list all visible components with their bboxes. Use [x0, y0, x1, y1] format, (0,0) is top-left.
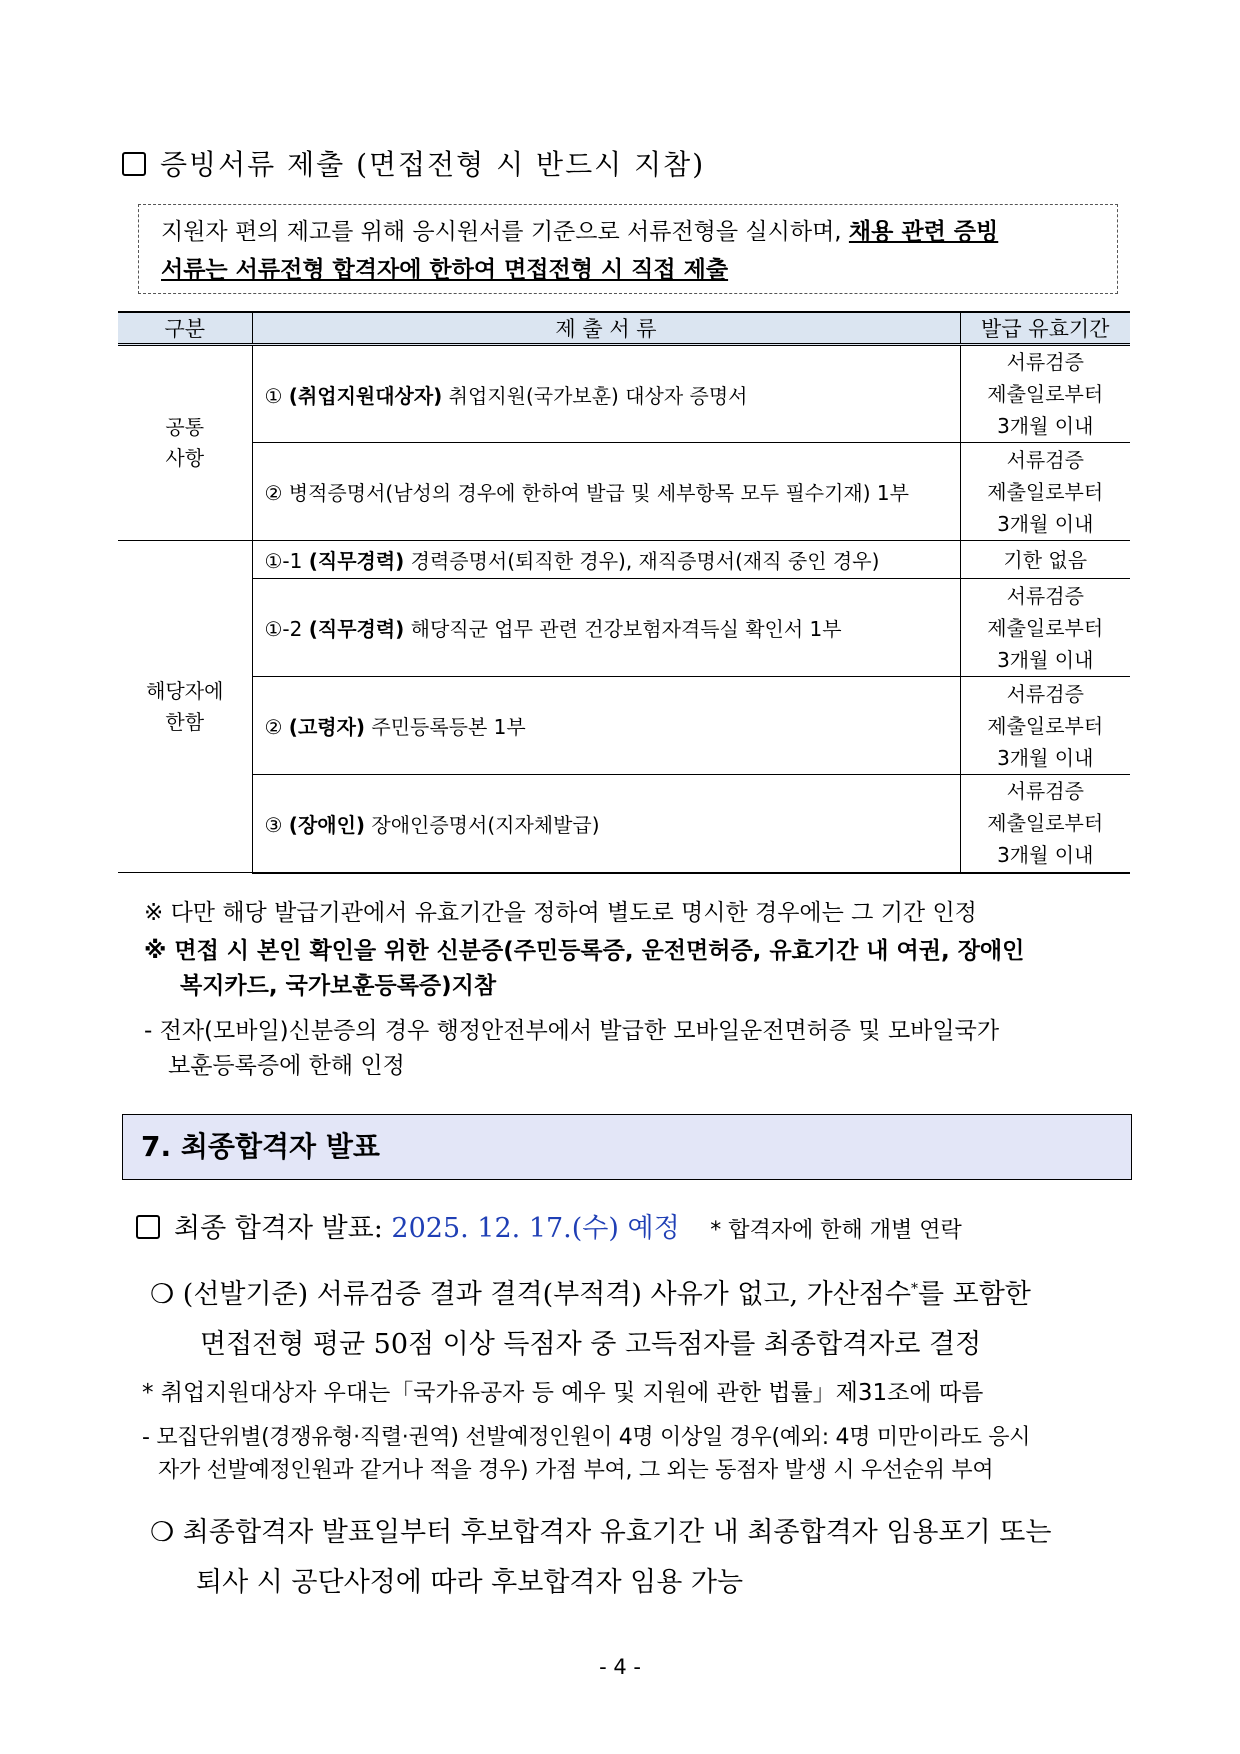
doc-item: [252, 443, 960, 541]
reserve-line-1: ❍ 최종합격자 발표일부터 후보합격자 유효기간 내 최종합격자 임용포기 또는: [150, 1517, 1052, 1548]
table-row: [118, 443, 1130, 541]
category-common: [118, 345, 252, 541]
header-validity: 발급 유효기간: [960, 312, 1130, 345]
doc-item: [252, 677, 960, 775]
doc-num: ①-1: [264, 549, 309, 573]
notice-text: 지원자 편의 제고를 위해 응시원서를 기준으로 서류전형을 실시하며,: [161, 219, 849, 245]
doc-text: 병적증명서(남성의 경우에 한하여 발급 및 세부항목 모두 필수기재) 1부: [288, 481, 909, 505]
section-title-final-announcement: 7. 최종합격자 발표: [122, 1114, 1132, 1180]
announce-line: [136, 1206, 962, 1245]
section-heading-documents: [122, 143, 705, 183]
doc-text: 해당직군 업무 관련 건강보험자격득실 확인서 1부: [404, 617, 842, 641]
criteria-line-2: 면접전형 평균 50점 이상 득점자 중 고득점자를 최종합격자로 결정: [200, 1329, 982, 1360]
doc-bold: (장애인): [288, 812, 366, 837]
table-row: [118, 541, 1130, 579]
doc-item: [252, 579, 960, 677]
page-number: - 4 -: [599, 1655, 641, 1679]
note-mobile-id-cont: 보훈등록증에 한해 인정: [168, 1053, 405, 1079]
doc-item: [252, 541, 960, 579]
validity-text: 서류검증 제출일로부터 3개월 이내: [987, 447, 1104, 536]
notice-box: [138, 204, 1118, 294]
checkbox-square-icon: [122, 152, 146, 176]
doc-text: 경력증명서(퇴직한 경우), 재직증명서(재직 중인 경우): [404, 549, 880, 573]
criteria-line-1: [150, 1272, 1031, 1311]
table-row: [118, 775, 1130, 873]
note-id-required: ※ 면접 시 본인 확인을 위한 신분증(주민등록증, 운전면허증, 유효기간 내 여권, 장애인: [144, 938, 1025, 964]
note-validity-exception: ※ 다만 해당 발급기관에서 유효기간을 정하여 별도로 명시한 경우에는 그 기간 인정: [144, 900, 977, 926]
doc-text: 주민등록등본 1부: [365, 715, 526, 739]
footnote-bonus: - 모집단위별(경쟁유형·직렬·권역) 선발예정인원이 4명 이상일 경우(예외: 4명 미만이라도 응시: [142, 1425, 1031, 1450]
doc-item: [252, 775, 960, 873]
validity-text: 서류검증 제출일로부터 3개월 이내: [987, 779, 1104, 868]
footnote-bonus-cont: 자가 선발예정인원과 같거나 적을 경우) 가점 부여, 그 외는 동점자 발생 시 우선순위 부여: [158, 1458, 994, 1483]
doc-bold: (고령자): [288, 715, 366, 739]
doc-num: ②: [264, 481, 289, 505]
header-documents: 제 출 서 류: [252, 312, 960, 345]
doc-validity: [960, 579, 1130, 677]
category-label: 해당자에 한함: [146, 678, 224, 734]
category-applicable: [118, 541, 252, 873]
announce-date: 2025. 12. 17.(수) 예정: [391, 1213, 680, 1244]
doc-bold: (직무경력): [308, 617, 405, 641]
doc-validity: [960, 775, 1130, 873]
footnote-veterans: * 취업지원대상자 우대는「국가유공자 등 예우 및 지원에 관한 법률」제31조에 따름: [142, 1380, 984, 1406]
table-header-row: [118, 312, 1130, 345]
criteria-text-end: 를 포함한: [917, 1279, 1031, 1310]
doc-validity: [960, 677, 1130, 775]
table-row: [118, 579, 1130, 677]
doc-text: 취업지원(국가보훈) 대상자 증명서: [442, 383, 748, 408]
doc-validity: [960, 541, 1130, 579]
header-category: 구분: [118, 312, 252, 345]
doc-bold: (취업지원대상자): [288, 383, 443, 408]
announce-label: 최종 합격자 발표:: [174, 1213, 392, 1244]
notice-bold-1: 채용 관련 증빙: [848, 219, 999, 245]
doc-item: [252, 345, 960, 443]
validity-text: 서류검증 제출일로부터 3개월 이내: [987, 583, 1104, 672]
validity-text: 기한 없음: [1003, 547, 1088, 572]
doc-num: ①: [264, 383, 289, 408]
doc-bold: (직무경력): [308, 549, 405, 573]
doc-text: 장애인증명서(지자체발급): [365, 812, 600, 837]
doc-num: ③: [264, 812, 289, 837]
doc-validity: [960, 443, 1130, 541]
criteria-text: ❍ (선발기준) 서류검증 결과 결격(부적격) 사유가 없고, 가산점수: [150, 1279, 911, 1310]
note-id-required-cont: 복지카드, 국가보훈등록증)지참: [180, 973, 497, 999]
validity-text: 서류검증 제출일로부터 3개월 이내: [987, 681, 1104, 770]
doc-num: ②: [264, 715, 289, 739]
announce-note: * 합격자에 한해 개별 연락: [710, 1218, 962, 1243]
category-label: 공통 사항: [165, 415, 205, 470]
doc-num: ①-2: [264, 617, 309, 641]
validity-text: 서류검증 제출일로부터 3개월 이내: [987, 350, 1104, 438]
reserve-line-2: 퇴사 시 공단사정에 따라 후보합격자 임용 가능: [196, 1567, 744, 1598]
heading-text: 증빙서류 제출 (면접전형 시 반드시 지참): [160, 148, 706, 181]
documents-table: [118, 311, 1130, 874]
table-row: [118, 345, 1130, 443]
doc-validity: [960, 345, 1130, 443]
checkbox-square-icon: [136, 1215, 160, 1239]
notice-bold-2: 서류는 서류전형 합격자에 한하여 면접전형 시 직접 제출: [161, 257, 729, 283]
criteria-sup: *: [910, 1281, 918, 1297]
note-mobile-id: - 전자(모바일)신분증의 경우 행정안전부에서 발급한 모바일운전면허증 및 모바일국가: [144, 1018, 1000, 1044]
table-row: [118, 677, 1130, 775]
